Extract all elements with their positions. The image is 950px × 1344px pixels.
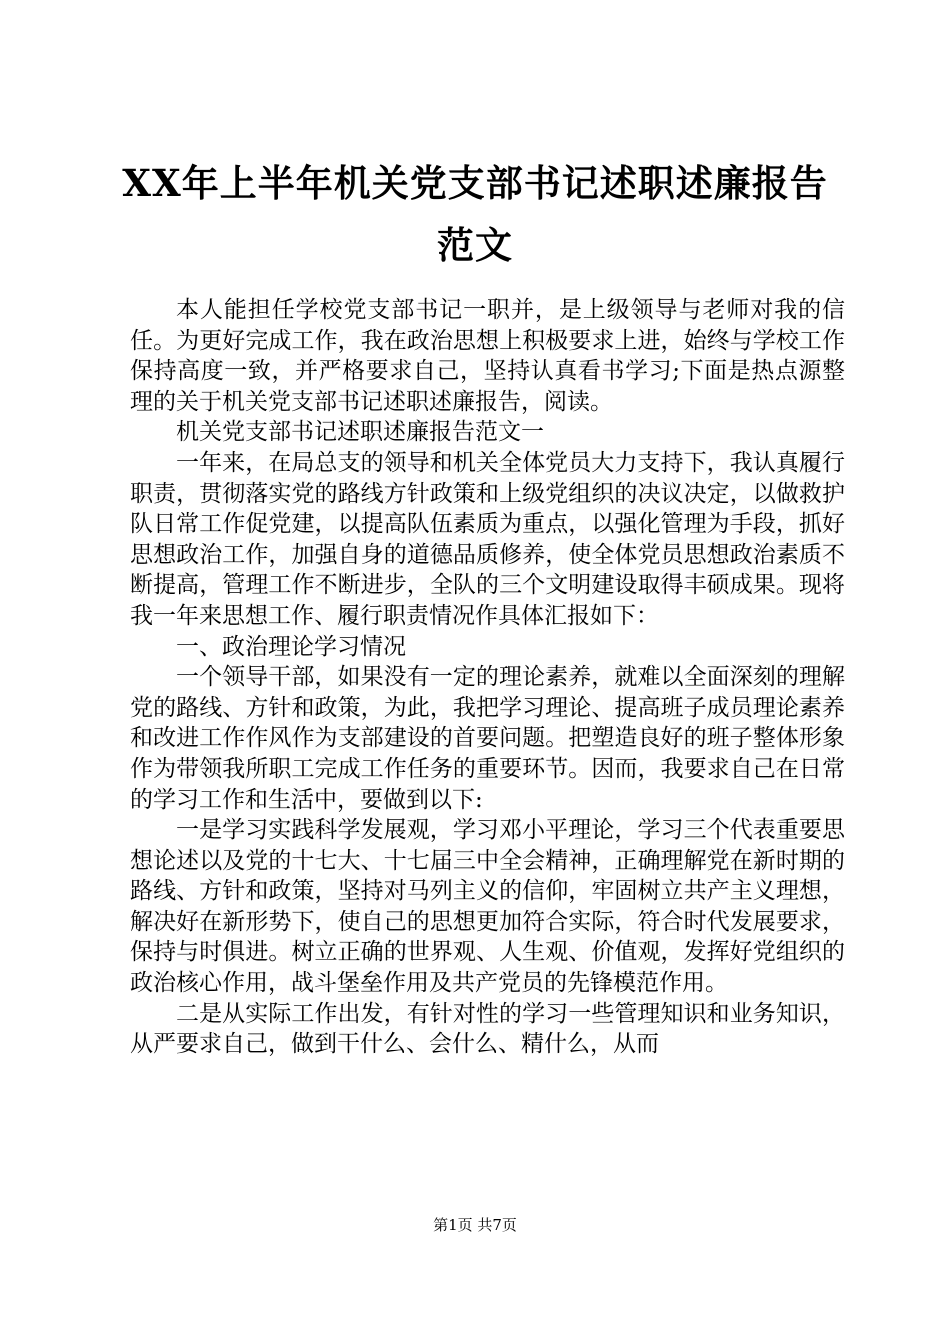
paragraph: 一是学习实践科学发展观，学习邓小平理论，学习三个代表重要思想论述以及党的十七大、十七届三中全会精神，正确理解党在新时期的路线、方针和政策，坚持对马列主义的信仰，牢固树立共产主义理想，解决好在新形势下，使自己的思想更加符合实际，符合时代发展要求，保持与时俱进。树立正确的世界观、人生观、价值观，发挥好党组织的政治核心作用，战斗堡垒作用及共产党员的先锋模范作用。 xyxy=(130,817,845,997)
section-heading: 机关党支部书记述职述廉报告范文一 xyxy=(176,419,544,446)
document-body xyxy=(130,295,845,1060)
section-heading: 一、政治理论学习情况 xyxy=(176,633,406,660)
paragraph-intro: 本人能担任学校党支部书记一职并，是上级领导与老师对我的信任。为更好完成工作，我在政治思想上积极要求上进，始终与学校工作保持高度一致，并严格要求自己，坚持认真看书学习;下面是热点源整理的关于机关党支部书记述职述廉报告，阅读。 xyxy=(130,297,845,415)
paragraph: 一年来，在局总支的领导和机关全体党员大力支持下，我认真履行职责，贯彻落实党的路线方针政策和上级党组织的决议决定，以做救护队日常工作促党建，以提高队伍素质为重点，以强化管理为手段，抓好思想政治工作，加强自身的道德品质修养，使全体党员思想政治素质不断提高，管理工作不断进步，全队的三个文明建设取得丰硕成果。现将我一年来思想工作、履行职责情况作具体汇报如下： xyxy=(130,449,845,629)
paragraph: 一个领导干部，如果没有一定的理论素养，就难以全面深刻的理解党的路线、方针和政策，为此，我把学习理论、提高班子成员理论素养和改进工作作风作为支部建设的首要问题。把塑造良好的班子整体形象作为带领我所职工完成工作任务的重要环节。因而，我要求自己在日常的学习工作和生活中，要做到以下: xyxy=(130,664,845,813)
document-title: XX年上半年机关党支部书记述职述廉报告范文 xyxy=(122,161,828,267)
paragraph: 二是从实际工作出发，有针对性的学习一些管理知识和业务知识，从严要求自己，做到干什么、会什么、精什么，从而 xyxy=(130,1000,845,1058)
page-number-footer: 第1页 共7页 xyxy=(433,1216,517,1234)
